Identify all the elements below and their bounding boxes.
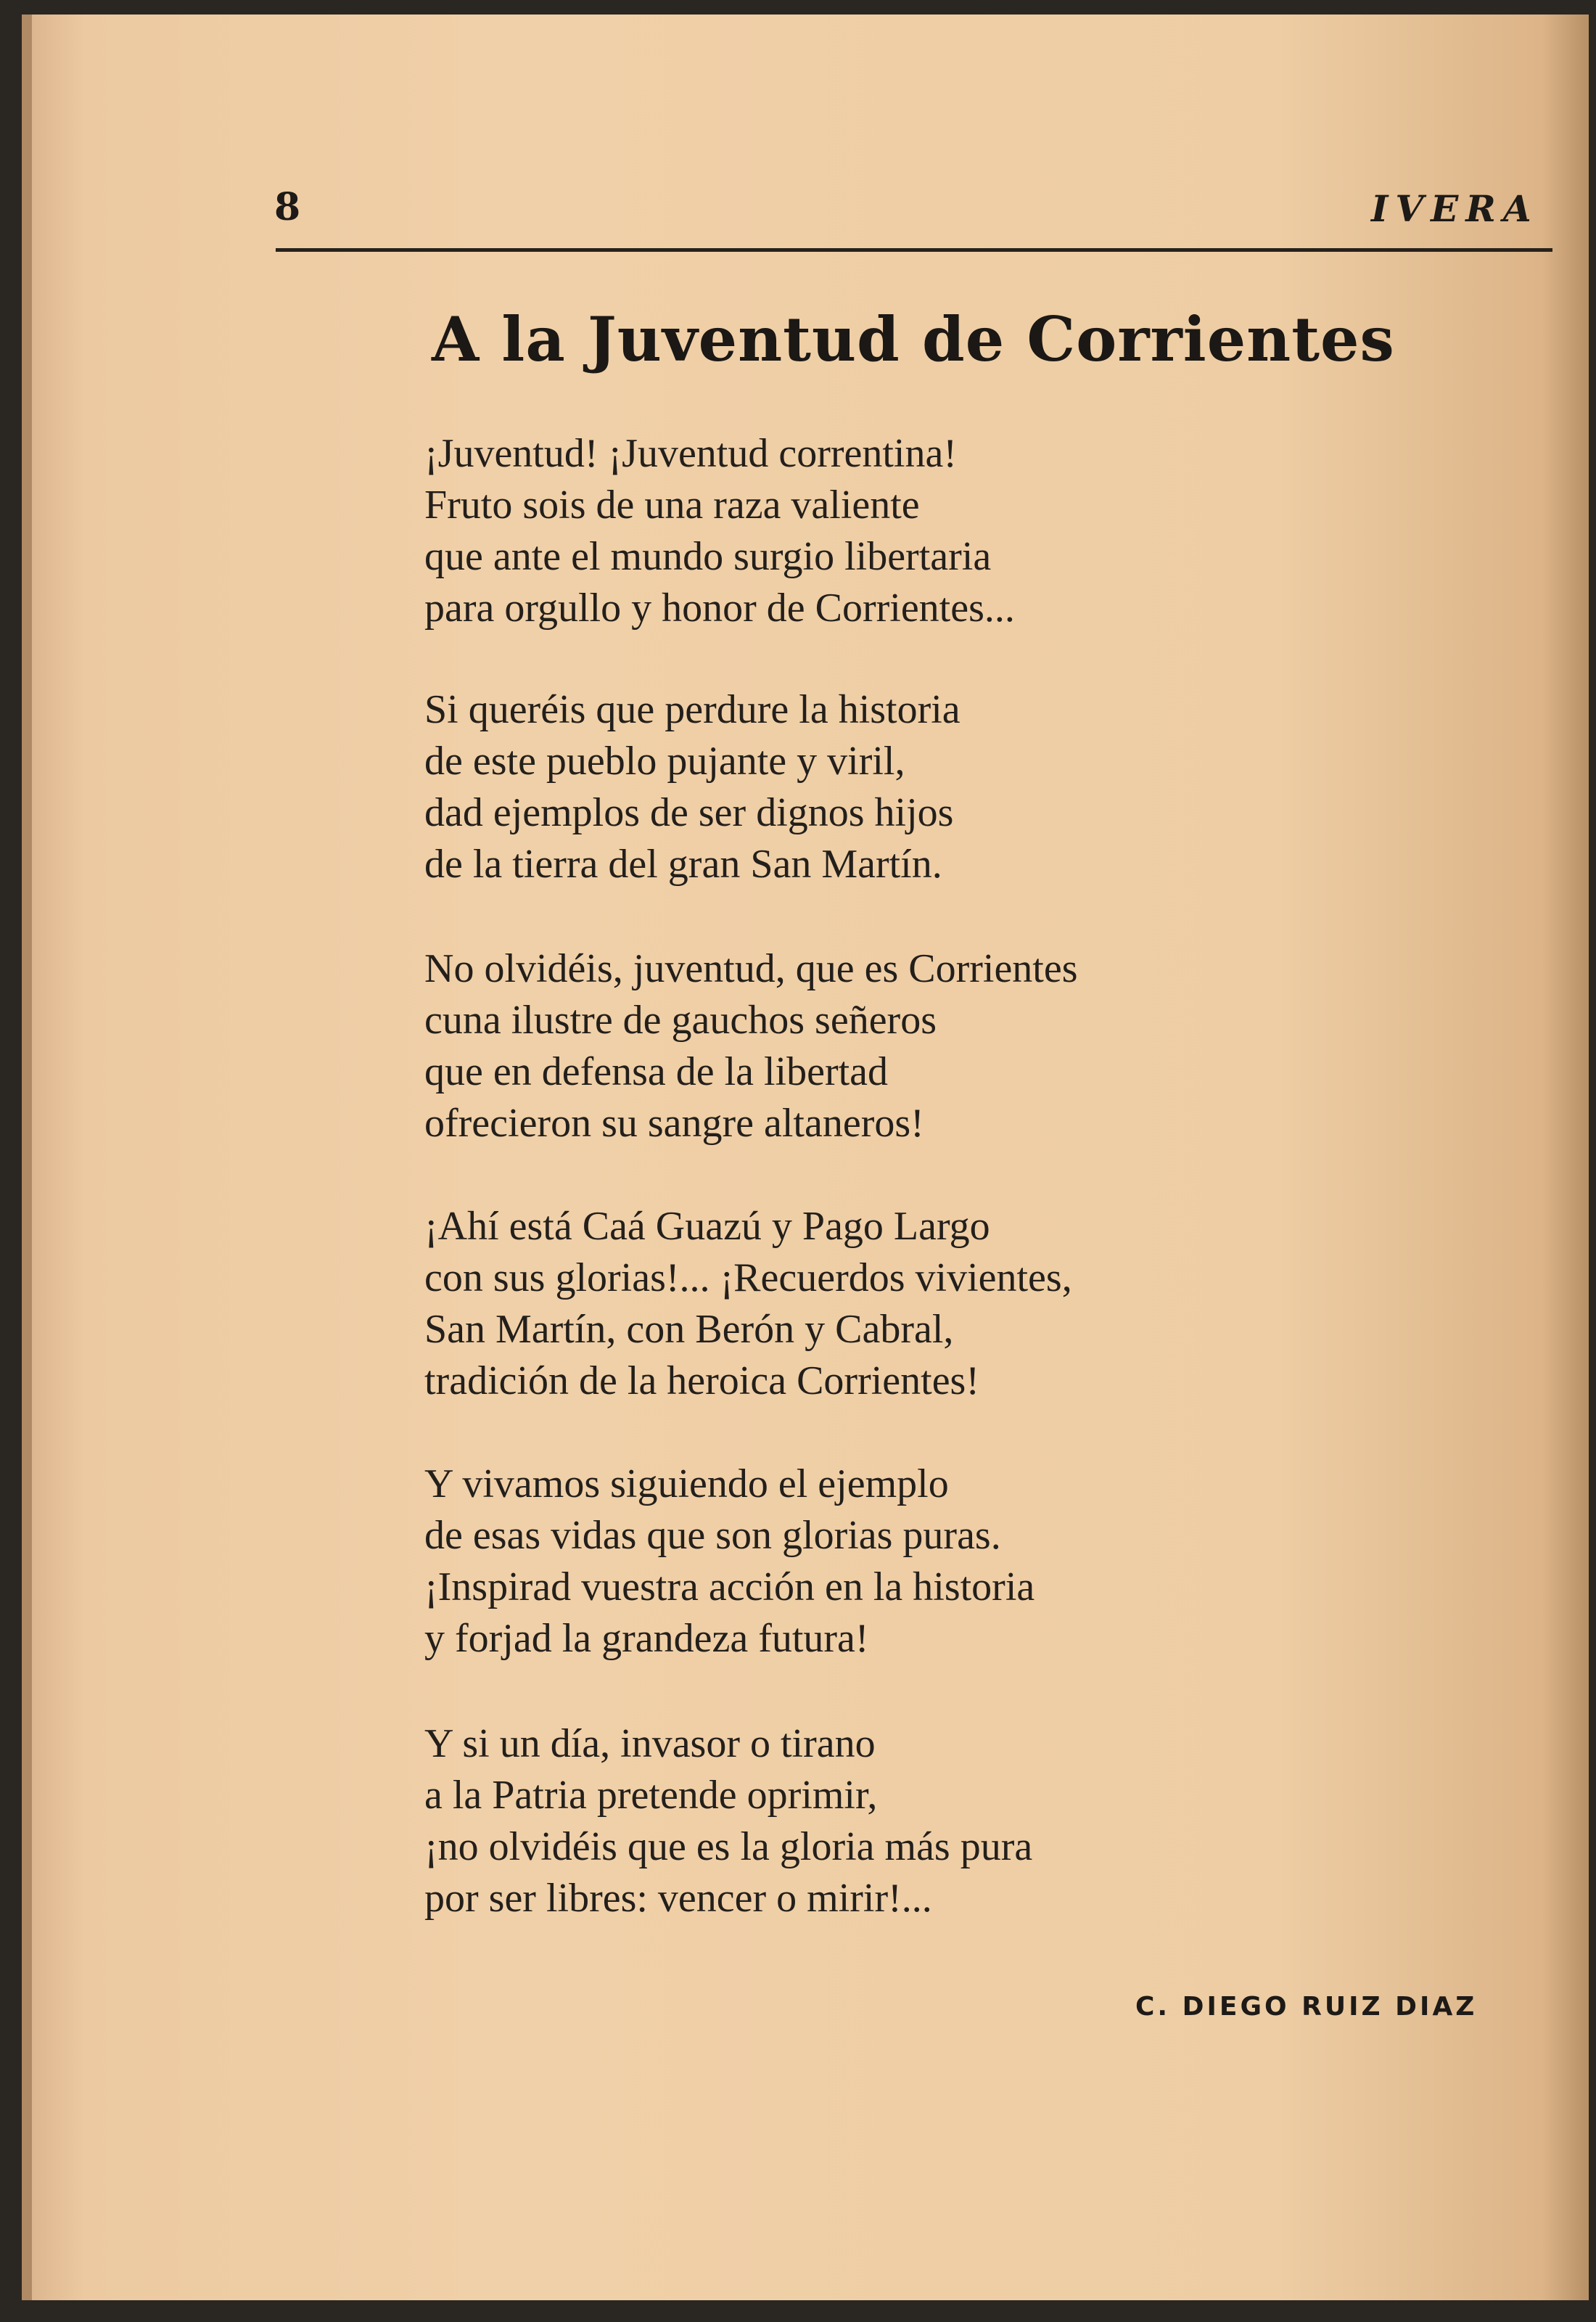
poem-author: C. DIEGO RUIZ DIAZ bbox=[1135, 1992, 1478, 2022]
poem-line: ¡Juventud! ¡Juventud correntina! bbox=[424, 431, 957, 476]
header-rule bbox=[276, 248, 1552, 252]
poem-stanza bbox=[424, 1459, 1034, 1665]
poem-stanza bbox=[424, 684, 961, 890]
poem-stanza bbox=[424, 943, 1078, 1149]
poem-line: Fruto sois de una raza valiente bbox=[424, 483, 920, 528]
poem-line: ofrecieron su sangre altaneros! bbox=[424, 1101, 924, 1146]
poem-line: Y si un día, invasor o tirano bbox=[424, 1721, 876, 1766]
poem-line: cuna ilustre de gauchos señeros bbox=[424, 998, 937, 1043]
poem-line: por ser libres: vencer o mirir!... bbox=[424, 1876, 932, 1921]
poem-line: a la Patria pretende oprimir, bbox=[424, 1773, 878, 1818]
poem-line: Si queréis que perdure la historia bbox=[424, 687, 961, 732]
poem-line: con sus glorias!... ¡Recuerdos vivientes, bbox=[424, 1255, 1072, 1300]
poem-line: No olvidéis, juventud, que es Corrientes bbox=[424, 946, 1078, 991]
poem-line: ¡no olvidéis que es la gloria más pura bbox=[424, 1824, 1033, 1869]
poem-line: que en defensa de la libertad bbox=[424, 1049, 889, 1094]
poem-line: tradición de la heroica Corrientes! bbox=[424, 1358, 979, 1403]
page-number: 8 bbox=[274, 185, 301, 229]
poem-line: ¡Ahí está Caá Guazú y Pago Largo bbox=[424, 1204, 990, 1249]
running-title: IVERA bbox=[1371, 187, 1539, 230]
poem-line: dad ejemplos de ser dignos hijos bbox=[424, 790, 954, 835]
poem-line: que ante el mundo surgio libertaria bbox=[424, 534, 992, 579]
poem-stanza bbox=[424, 1201, 1072, 1407]
poem-stanza bbox=[424, 428, 1015, 634]
poem-line: ¡Inspirad vuestra acción en la historia bbox=[424, 1564, 1035, 1609]
page-binding-edge bbox=[22, 15, 32, 2300]
poem-line: para orgullo y honor de Corrientes... bbox=[424, 586, 1015, 631]
poem-line: de este pueblo pujante y viril, bbox=[424, 739, 905, 784]
poem-stanza bbox=[424, 1718, 1032, 1924]
poem-line: Y vivamos siguiendo el ejemplo bbox=[424, 1461, 949, 1506]
poem-line: y forjad la grandeza futura! bbox=[424, 1616, 869, 1661]
poem-title: A la Juventud de Corrientes bbox=[432, 303, 1395, 375]
poem-line: de la tierra del gran San Martín. bbox=[424, 842, 942, 887]
poem-line: de esas vidas que son glorias puras. bbox=[424, 1513, 1001, 1558]
poem-line: San Martín, con Berón y Cabral, bbox=[424, 1307, 954, 1352]
